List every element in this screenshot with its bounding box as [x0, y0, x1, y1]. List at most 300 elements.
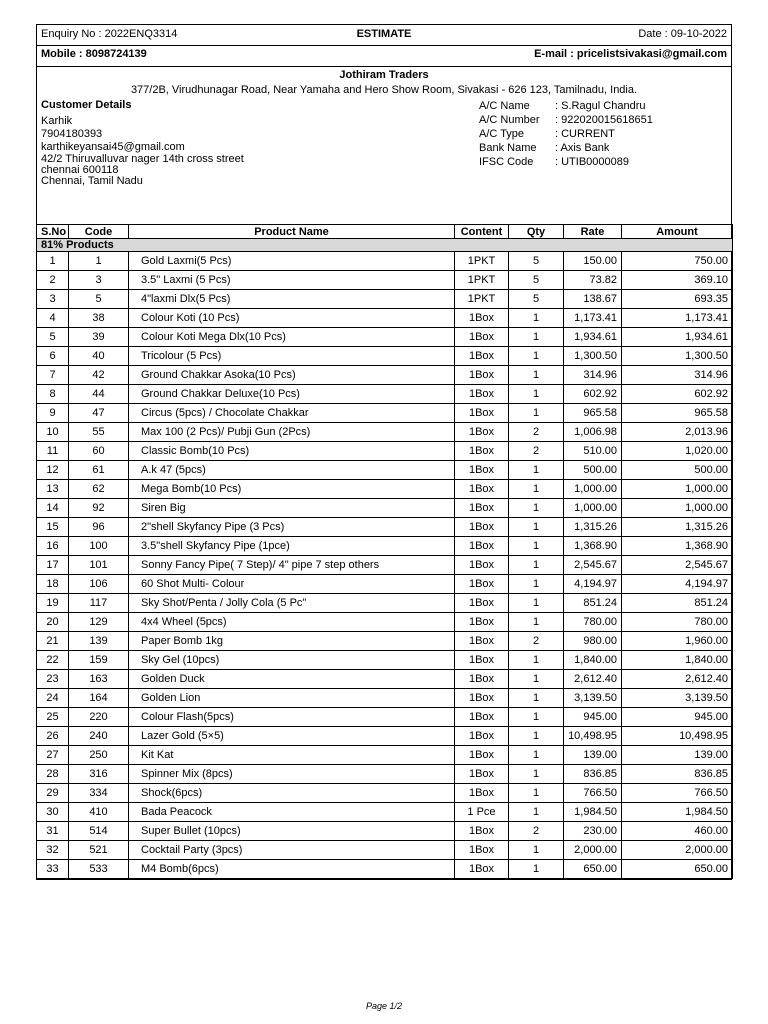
- table-row: [37, 594, 733, 613]
- company-address: 377/2B, Virudhunagar Road, Near Yamaha and Hero Show Room, Sivakasi - 626 123, Tamilnadu, India.: [130, 84, 638, 96]
- col-sno-cell: 21: [37, 632, 69, 651]
- col-code-header: Code: [69, 225, 129, 239]
- col-content-cell: 1Box: [455, 575, 509, 594]
- col-qty-cell: 5: [509, 271, 564, 290]
- bank-field: [479, 113, 653, 127]
- col-product-name-cell: Colour Flash(5pcs): [129, 708, 455, 727]
- col-rate-cell: 314.96: [564, 366, 622, 385]
- col-product-name-cell: 2"shell Skyfancy Pipe (3 Pcs): [129, 518, 455, 537]
- col-sno-cell: 2: [37, 271, 69, 290]
- col-content-cell: 1Box: [455, 480, 509, 499]
- col-qty-cell: 1: [509, 803, 564, 822]
- col-amount-cell: 1,840.00: [622, 651, 733, 670]
- col-qty-cell: 2: [509, 822, 564, 841]
- table-row: [37, 328, 733, 347]
- table-row: [37, 537, 733, 556]
- col-content-cell: 1Box: [455, 860, 509, 879]
- product-table: [36, 224, 733, 879]
- col-product-name-cell: Colour Koti Mega Dlx(10 Pcs): [129, 328, 455, 347]
- table-row: [37, 423, 733, 442]
- col-code-cell: 220: [69, 708, 129, 727]
- contact-row: [37, 45, 731, 67]
- col-code-cell: 100: [69, 537, 129, 556]
- col-rate-cell: 1,368.90: [564, 537, 622, 556]
- col-sno-cell: 16: [37, 537, 69, 556]
- col-content-cell: 1Box: [455, 670, 509, 689]
- col-product-name-cell: Sonny Fancy Pipe( 7 Step)/ 4" pipe 7 step others: [129, 556, 455, 575]
- col-rate-cell: 500.00: [564, 461, 622, 480]
- header-row: [37, 25, 731, 46]
- col-code-cell: 163: [69, 670, 129, 689]
- col-amount-cell: 3,139.50: [622, 689, 733, 708]
- table-row: [37, 556, 733, 575]
- col-content-cell: 1Box: [455, 746, 509, 765]
- col-rate-cell: 851.24: [564, 594, 622, 613]
- col-content-cell: 1PKT: [455, 290, 509, 309]
- col-code-cell: 159: [69, 651, 129, 670]
- col-content-cell: 1Box: [455, 347, 509, 366]
- col-amount-cell: 2,545.67: [622, 556, 733, 575]
- col-product-name-cell: 3.5" Laxmi (5 Pcs): [129, 271, 455, 290]
- col-product-name-cell: Bada Peacock: [129, 803, 455, 822]
- col-product-name-cell: Colour Koti (10 Pcs): [129, 309, 455, 328]
- table-row: [37, 518, 733, 537]
- table-row: [37, 347, 733, 366]
- col-rate-cell: 1,984.50: [564, 803, 622, 822]
- bank-field-label: A/C Number: [479, 114, 540, 126]
- bank-field: [479, 141, 653, 155]
- col-sno-cell: 28: [37, 765, 69, 784]
- col-amount-cell: 139.00: [622, 746, 733, 765]
- customer-phone: 7904180393: [41, 128, 103, 140]
- col-sno-cell: 32: [37, 841, 69, 860]
- col-sno-cell: 26: [37, 727, 69, 746]
- estimate-document: [36, 24, 732, 880]
- col-sno-cell: 5: [37, 328, 69, 347]
- col-code-cell: 61: [69, 461, 129, 480]
- col-amount-cell: 766.50: [622, 784, 733, 803]
- table-row: [37, 442, 733, 461]
- col-sno-cell: 10: [37, 423, 69, 442]
- col-product-name-cell: Lazer Gold (5×5): [129, 727, 455, 746]
- col-product-name-cell: 3.5"shell Skyfancy Pipe (1pce): [129, 537, 455, 556]
- table-row: [37, 366, 733, 385]
- col-code-cell: 92: [69, 499, 129, 518]
- bank-field-value: : CURRENT: [555, 128, 615, 140]
- col-product-name-cell: Mega Bomb(10 Pcs): [129, 480, 455, 499]
- table-row: [37, 727, 733, 746]
- table-row: [37, 746, 733, 765]
- col-amount-cell: 369.10: [622, 271, 733, 290]
- col-content-cell: 1Box: [455, 651, 509, 670]
- table-row: [37, 689, 733, 708]
- col-qty-cell: 1: [509, 594, 564, 613]
- col-sno-cell: 6: [37, 347, 69, 366]
- bank-field: [479, 99, 653, 113]
- col-code-cell: 533: [69, 860, 129, 879]
- col-content-cell: 1 Pce: [455, 803, 509, 822]
- col-rate-cell: 230.00: [564, 822, 622, 841]
- col-sno-cell: 33: [37, 860, 69, 879]
- table-row: [37, 404, 733, 423]
- col-sno-cell: 9: [37, 404, 69, 423]
- col-qty-cell: 1: [509, 480, 564, 499]
- col-qty-cell: 1: [509, 860, 564, 879]
- col-rate-cell: 1,000.00: [564, 499, 622, 518]
- col-amount-cell: 1,960.00: [622, 632, 733, 651]
- document-title: ESTIMATE: [356, 28, 412, 40]
- col-qty-cell: 1: [509, 727, 564, 746]
- col-code-cell: 47: [69, 404, 129, 423]
- customer-heading: Customer Details: [41, 99, 132, 111]
- col-rate-cell: 1,173.41: [564, 309, 622, 328]
- col-rate-cell: 1,006.98: [564, 423, 622, 442]
- col-qty-cell: 1: [509, 499, 564, 518]
- col-rate-cell: 2,000.00: [564, 841, 622, 860]
- bank-field-label: A/C Name: [479, 100, 530, 112]
- col-code-cell: 240: [69, 727, 129, 746]
- col-content-cell: 1Box: [455, 537, 509, 556]
- col-amount-cell: 460.00: [622, 822, 733, 841]
- col-product-name-cell: M4 Bomb(6pcs): [129, 860, 455, 879]
- col-code-cell: 40: [69, 347, 129, 366]
- col-qty-cell: 1: [509, 689, 564, 708]
- col-sno-cell: 15: [37, 518, 69, 537]
- col-product-name-cell: Shock(6pcs): [129, 784, 455, 803]
- col-content-cell: 1PKT: [455, 252, 509, 271]
- page-number: Page 1/2: [365, 1001, 403, 1011]
- col-qty-cell: 1: [509, 613, 564, 632]
- col-code-cell: 39: [69, 328, 129, 347]
- col-qty-cell: 5: [509, 290, 564, 309]
- col-qty-cell: 2: [509, 423, 564, 442]
- col-product-name-cell: Classic Bomb(10 Pcs): [129, 442, 455, 461]
- col-amount-cell: 1,300.50: [622, 347, 733, 366]
- col-product-name-cell: Cocktail Party (3pcs): [129, 841, 455, 860]
- col-product-name-cell: A.k 47 (5pcs): [129, 461, 455, 480]
- col-qty-cell: 1: [509, 841, 564, 860]
- col-code-cell: 101: [69, 556, 129, 575]
- bank-field: [479, 155, 653, 169]
- section-label: 81% Products: [37, 239, 733, 252]
- col-code-cell: 38: [69, 309, 129, 328]
- table-header-row: [37, 225, 733, 239]
- col-rate-cell: 139.00: [564, 746, 622, 765]
- table-row: [37, 765, 733, 784]
- col-sno-cell: 11: [37, 442, 69, 461]
- col-code-cell: 164: [69, 689, 129, 708]
- col-content-cell: 1Box: [455, 309, 509, 328]
- col-content-cell: 1Box: [455, 613, 509, 632]
- col-sno-header: S.No: [37, 225, 69, 239]
- col-rate-cell: 3,139.50: [564, 689, 622, 708]
- col-amount-cell: 945.00: [622, 708, 733, 727]
- col-sno-cell: 19: [37, 594, 69, 613]
- col-rate-cell: 1,840.00: [564, 651, 622, 670]
- table-row: [37, 651, 733, 670]
- col-content-cell: 1Box: [455, 765, 509, 784]
- col-sno-cell: 18: [37, 575, 69, 594]
- col-content-cell: 1Box: [455, 784, 509, 803]
- col-amount-cell: 750.00: [622, 252, 733, 271]
- col-code-cell: 62: [69, 480, 129, 499]
- col-rate-cell: 602.92: [564, 385, 622, 404]
- col-qty-cell: 1: [509, 537, 564, 556]
- customer-address-line3: Chennai, Tamil Nadu: [41, 175, 143, 187]
- col-amount-cell: 836.85: [622, 765, 733, 784]
- col-code-cell: 129: [69, 613, 129, 632]
- bank-details: [479, 99, 653, 169]
- col-code-cell: 250: [69, 746, 129, 765]
- company-name: Jothiram Traders: [339, 69, 429, 81]
- col-amount-cell: 500.00: [622, 461, 733, 480]
- col-product-name-cell: Paper Bomb 1kg: [129, 632, 455, 651]
- col-product-name-cell: Sky Shot/Penta / Jolly Cola (5 Pc": [129, 594, 455, 613]
- col-qty-cell: 1: [509, 347, 564, 366]
- table-row: [37, 575, 733, 594]
- col-rate-cell: 138.67: [564, 290, 622, 309]
- col-product-name-cell: Kit Kat: [129, 746, 455, 765]
- email-address: E-mail : pricelistsivakasi@gmail.com: [534, 48, 727, 60]
- col-amount-cell: 780.00: [622, 613, 733, 632]
- col-code-cell: 521: [69, 841, 129, 860]
- col-rate-cell: 73.82: [564, 271, 622, 290]
- col-sno-cell: 31: [37, 822, 69, 841]
- col-product-name-cell: Golden Lion: [129, 689, 455, 708]
- col-rate-cell: 780.00: [564, 613, 622, 632]
- table-row: [37, 841, 733, 860]
- col-sno-cell: 1: [37, 252, 69, 271]
- col-amount-cell: 2,013.96: [622, 423, 733, 442]
- col-code-cell: 410: [69, 803, 129, 822]
- col-content-cell: 1Box: [455, 841, 509, 860]
- col-sno-cell: 12: [37, 461, 69, 480]
- col-code-cell: 5: [69, 290, 129, 309]
- col-product-name-cell: Super Bullet (10pcs): [129, 822, 455, 841]
- col-product-name-cell: Spinner Mix (8pcs): [129, 765, 455, 784]
- table-row: [37, 670, 733, 689]
- col-rate-cell: 766.50: [564, 784, 622, 803]
- col-content-cell: 1Box: [455, 461, 509, 480]
- col-amount-cell: 851.24: [622, 594, 733, 613]
- customer-email: karthikeyansai45@gmail.com: [41, 141, 185, 153]
- col-product-name-cell: Tricolour (5 Pcs): [129, 347, 455, 366]
- table-row: [37, 271, 733, 290]
- col-qty-cell: 1: [509, 366, 564, 385]
- col-code-cell: 514: [69, 822, 129, 841]
- col-amount-cell: 602.92: [622, 385, 733, 404]
- col-content-cell: 1Box: [455, 385, 509, 404]
- col-content-cell: 1Box: [455, 632, 509, 651]
- col-rate-cell: 650.00: [564, 860, 622, 879]
- table-row: [37, 480, 733, 499]
- col-qty-cell: 5: [509, 252, 564, 271]
- col-rate-cell: 4,194.97: [564, 575, 622, 594]
- col-product-name-cell: Golden Duck: [129, 670, 455, 689]
- col-code-cell: 55: [69, 423, 129, 442]
- col-sno-cell: 29: [37, 784, 69, 803]
- col-code-cell: 117: [69, 594, 129, 613]
- col-content-cell: 1Box: [455, 518, 509, 537]
- col-rate-cell: 10,498.95: [564, 727, 622, 746]
- col-sno-cell: 30: [37, 803, 69, 822]
- col-amount-cell: 1,934.61: [622, 328, 733, 347]
- document-date: Date : 09-10-2022: [638, 28, 727, 40]
- bank-field: [479, 127, 653, 141]
- col-amount-header: Amount: [622, 225, 733, 239]
- table-row: [37, 385, 733, 404]
- table-row: [37, 803, 733, 822]
- col-content-cell: 1Box: [455, 822, 509, 841]
- bank-field-label: Bank Name: [479, 142, 537, 154]
- col-sno-cell: 23: [37, 670, 69, 689]
- col-qty-header: Qty: [509, 225, 564, 239]
- col-code-cell: 139: [69, 632, 129, 651]
- table-row: [37, 252, 733, 271]
- col-qty-cell: 1: [509, 575, 564, 594]
- table-row: [37, 290, 733, 309]
- col-content-cell: 1Box: [455, 499, 509, 518]
- customer-name: Karhik: [41, 115, 73, 127]
- customer-address-line1: 42/2 Thiruvalluvar nager 14th cross street: [41, 153, 244, 165]
- col-content-cell: 1Box: [455, 708, 509, 727]
- col-qty-cell: 1: [509, 651, 564, 670]
- col-content-cell: 1Box: [455, 556, 509, 575]
- col-code-cell: 96: [69, 518, 129, 537]
- col-rate-cell: 836.85: [564, 765, 622, 784]
- col-product-name-cell: Sky Gel (10pcs): [129, 651, 455, 670]
- col-sno-cell: 22: [37, 651, 69, 670]
- col-amount-cell: 314.96: [622, 366, 733, 385]
- bank-field-value: : S.Ragul Chandru: [555, 100, 646, 112]
- col-code-cell: 106: [69, 575, 129, 594]
- table-row: [37, 499, 733, 518]
- col-content-cell: 1Box: [455, 442, 509, 461]
- col-code-cell: 60: [69, 442, 129, 461]
- col-amount-cell: 4,194.97: [622, 575, 733, 594]
- col-qty-cell: 2: [509, 632, 564, 651]
- col-qty-cell: 1: [509, 309, 564, 328]
- col-rate-cell: 980.00: [564, 632, 622, 651]
- col-qty-cell: 1: [509, 518, 564, 537]
- col-rate-cell: 1,934.61: [564, 328, 622, 347]
- col-content-cell: 1Box: [455, 404, 509, 423]
- col-content-cell: 1Box: [455, 423, 509, 442]
- col-qty-cell: 1: [509, 461, 564, 480]
- col-amount-cell: 2,612.40: [622, 670, 733, 689]
- col-rate-cell: 2,545.67: [564, 556, 622, 575]
- col-sno-cell: 4: [37, 309, 69, 328]
- col-amount-cell: 2,000.00: [622, 841, 733, 860]
- col-rate-cell: 1,000.00: [564, 480, 622, 499]
- table-row: [37, 309, 733, 328]
- col-amount-cell: 1,984.50: [622, 803, 733, 822]
- col-sno-cell: 8: [37, 385, 69, 404]
- col-sno-cell: 24: [37, 689, 69, 708]
- col-rate-cell: 150.00: [564, 252, 622, 271]
- col-rate-cell: 1,315.26: [564, 518, 622, 537]
- col-product-name-cell: Ground Chakkar Deluxe(10 Pcs): [129, 385, 455, 404]
- col-content-cell: 1Box: [455, 328, 509, 347]
- col-rate-cell: 945.00: [564, 708, 622, 727]
- col-code-cell: 1: [69, 252, 129, 271]
- col-amount-cell: 1,020.00: [622, 442, 733, 461]
- col-sno-cell: 7: [37, 366, 69, 385]
- col-amount-cell: 965.58: [622, 404, 733, 423]
- bank-field-label: IFSC Code: [479, 156, 534, 168]
- col-content-header: Content: [455, 225, 509, 239]
- col-sno-cell: 13: [37, 480, 69, 499]
- col-qty-cell: 1: [509, 328, 564, 347]
- col-content-cell: 1Box: [455, 594, 509, 613]
- col-sno-cell: 14: [37, 499, 69, 518]
- col-amount-cell: 1,368.90: [622, 537, 733, 556]
- col-code-cell: 44: [69, 385, 129, 404]
- customer-address-line2: chennai 600118: [41, 164, 119, 176]
- table-row: [37, 708, 733, 727]
- table-row: [37, 461, 733, 480]
- col-amount-cell: 1,173.41: [622, 309, 733, 328]
- col-qty-cell: 1: [509, 708, 564, 727]
- col-sno-cell: 3: [37, 290, 69, 309]
- col-sno-cell: 27: [37, 746, 69, 765]
- col-amount-cell: 693.35: [622, 290, 733, 309]
- col-rate-cell: 510.00: [564, 442, 622, 461]
- col-content-cell: 1PKT: [455, 271, 509, 290]
- col-amount-cell: 1,000.00: [622, 499, 733, 518]
- col-rate-header: Rate: [564, 225, 622, 239]
- col-qty-cell: 1: [509, 746, 564, 765]
- col-product-name-cell: Gold Laxmi(5 Pcs): [129, 252, 455, 271]
- col-code-cell: 42: [69, 366, 129, 385]
- col-qty-cell: 1: [509, 385, 564, 404]
- section-row: [37, 239, 733, 252]
- col-code-cell: 334: [69, 784, 129, 803]
- col-qty-cell: 2: [509, 442, 564, 461]
- table-row: [37, 632, 733, 651]
- col-product-name-cell: Circus (5pcs) / Chocolate Chakkar: [129, 404, 455, 423]
- col-sno-cell: 25: [37, 708, 69, 727]
- table-row: [37, 613, 733, 632]
- col-product-name-cell: Siren Big: [129, 499, 455, 518]
- col-content-cell: 1Box: [455, 689, 509, 708]
- col-code-cell: 3: [69, 271, 129, 290]
- col-amount-cell: 10,498.95: [622, 727, 733, 746]
- col-amount-cell: 650.00: [622, 860, 733, 879]
- col-sno-cell: 17: [37, 556, 69, 575]
- col-product-name-header: Product Name: [129, 225, 455, 239]
- col-product-name-cell: 4x4 Wheel (5pcs): [129, 613, 455, 632]
- enquiry-number: Enquiry No : 2022ENQ3314: [41, 28, 178, 40]
- col-code-cell: 316: [69, 765, 129, 784]
- col-amount-cell: 1,000.00: [622, 480, 733, 499]
- col-qty-cell: 1: [509, 784, 564, 803]
- bank-field-value: : Axis Bank: [555, 142, 610, 154]
- col-qty-cell: 1: [509, 765, 564, 784]
- col-product-name-cell: Max 100 (2 Pcs)/ Pubji Gun (2Pcs): [129, 423, 455, 442]
- col-rate-cell: 965.58: [564, 404, 622, 423]
- col-qty-cell: 1: [509, 670, 564, 689]
- bank-field-value: : UTIB0000089: [555, 156, 629, 168]
- col-qty-cell: 1: [509, 556, 564, 575]
- bank-field-label: A/C Type: [479, 128, 525, 140]
- table-row: [37, 860, 733, 879]
- col-qty-cell: 1: [509, 404, 564, 423]
- col-content-cell: 1Box: [455, 366, 509, 385]
- col-product-name-cell: 60 Shot Multi- Colour: [129, 575, 455, 594]
- col-sno-cell: 20: [37, 613, 69, 632]
- col-amount-cell: 1,315.26: [622, 518, 733, 537]
